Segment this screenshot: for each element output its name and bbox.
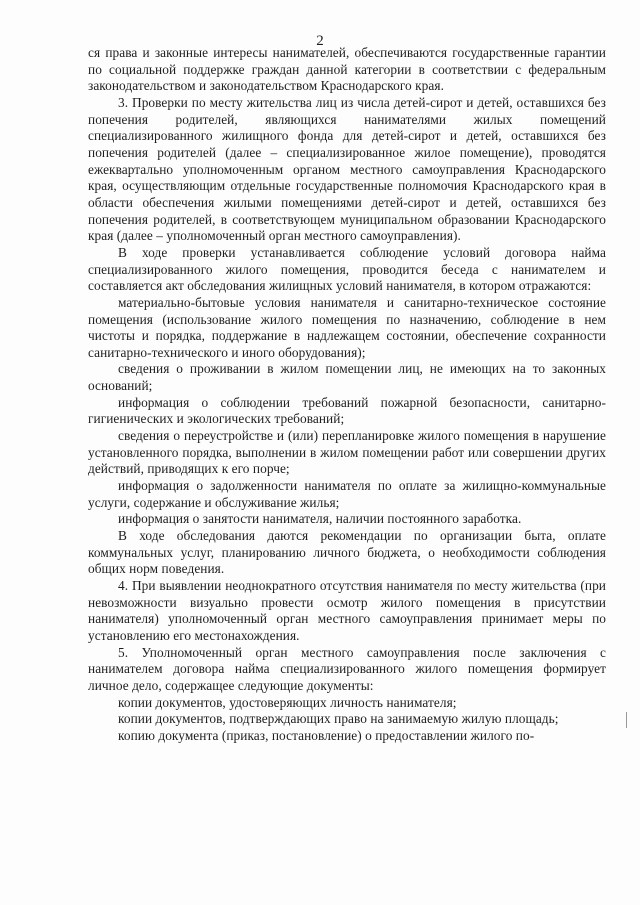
page-number: 2	[316, 33, 324, 49]
paragraph: сведения о переустройстве и (или) перепланировке жилого помещения в нарушение установленного порядка, выполнении в жилом помещении работ или совершении других действий, приводящих к его порче;	[88, 428, 606, 477]
paragraph: информация о задолженности нанимателя по оплате за жилищно-коммунальные услуги, содержание и обслуживание жилья;	[88, 478, 606, 510]
paragraph: копии документов, подтверждающих право на занимаемую жилую площадь;	[118, 711, 559, 727]
margin-mark	[626, 712, 627, 728]
paragraph: В ходе обследования даются рекомендации по организации быта, оплате коммунальных услуг, планированию личного бюджета, о необходимости соблюдения общих норм поведения.	[88, 528, 606, 577]
paragraph: информация о занятости нанимателя, наличии постоянного заработка.	[118, 511, 522, 527]
paragraph: копию документа (приказ, постановление) о предоставлении жилого по-	[118, 727, 535, 743]
document-body	[88, 45, 606, 745]
paragraph: информация о соблюдении требований пожарной безопасности, санитарно-гигиенических и экологических требований;	[88, 394, 606, 427]
paragraph: 4. При выявлении неоднократного отсутствия нанимателя по месту жительства (при невозможности визуально провести осмотр жилого помещения в присутствии нанимателя) уполномоченный орган местного самоуправления принимает меры по установлению его местонахождения.	[88, 578, 606, 643]
paragraph: сведения о проживании в жилом помещении лиц, не имеющих на то законных оснований;	[88, 361, 606, 394]
paragraph: ся права и законные интересы нанимателей, обеспечиваются государственные гарантии по социальной поддержке граждан данной категории в соответствии с федеральным законодательством и законодательством Краснодарского края.	[88, 45, 606, 94]
paragraph: В ходе проверки устанавливается соблюдение условий договора найма специализированного жилого помещения, проводится беседа с нанимателем и составляется акт обследования жилищных условий нанимателя, в котором отражаются:	[88, 244, 606, 294]
paragraph: материально-бытовые условия нанимателя и санитарно-техническое состояние помещения (использование жилого помещения по назначению, соблюдение в нем чистоты и порядка, поддержание в надлежащем состоянии, обеспечение сохранности санитарно-технического и иного оборудования);	[88, 294, 606, 360]
paragraph: 5. Уполномоченный орган местного самоуправления после заключения с нанимателем договора найма специализированного жилого помещения формирует личное дело, содержащее следующие документы:	[88, 644, 606, 693]
paragraph: копии документов, удостоверяющих личность нанимателя;	[118, 694, 457, 710]
paragraph: 3. Проверки по месту жительства лиц из числа детей-сирот и детей, оставшихся без попечения родителей, являющихся нанимателями жилых помещений специализированного жилищного фонда для детей-сирот и детей, оставшихся без попечения родителей (далее – специализированное жилое помещение), проводятся ежеквартально уполномоченным органом местного самоуправления Краснодарского края, осуществляющим отдельные государственные полномочия Краснодарского края в области обеспечения жилыми помещениями детей-сирот и детей, оставшихся без попечения родителей, в соответствующем муниципальном образовании Краснодарского края (далее – уполномоченный орган местного самоуправления).	[88, 94, 606, 244]
